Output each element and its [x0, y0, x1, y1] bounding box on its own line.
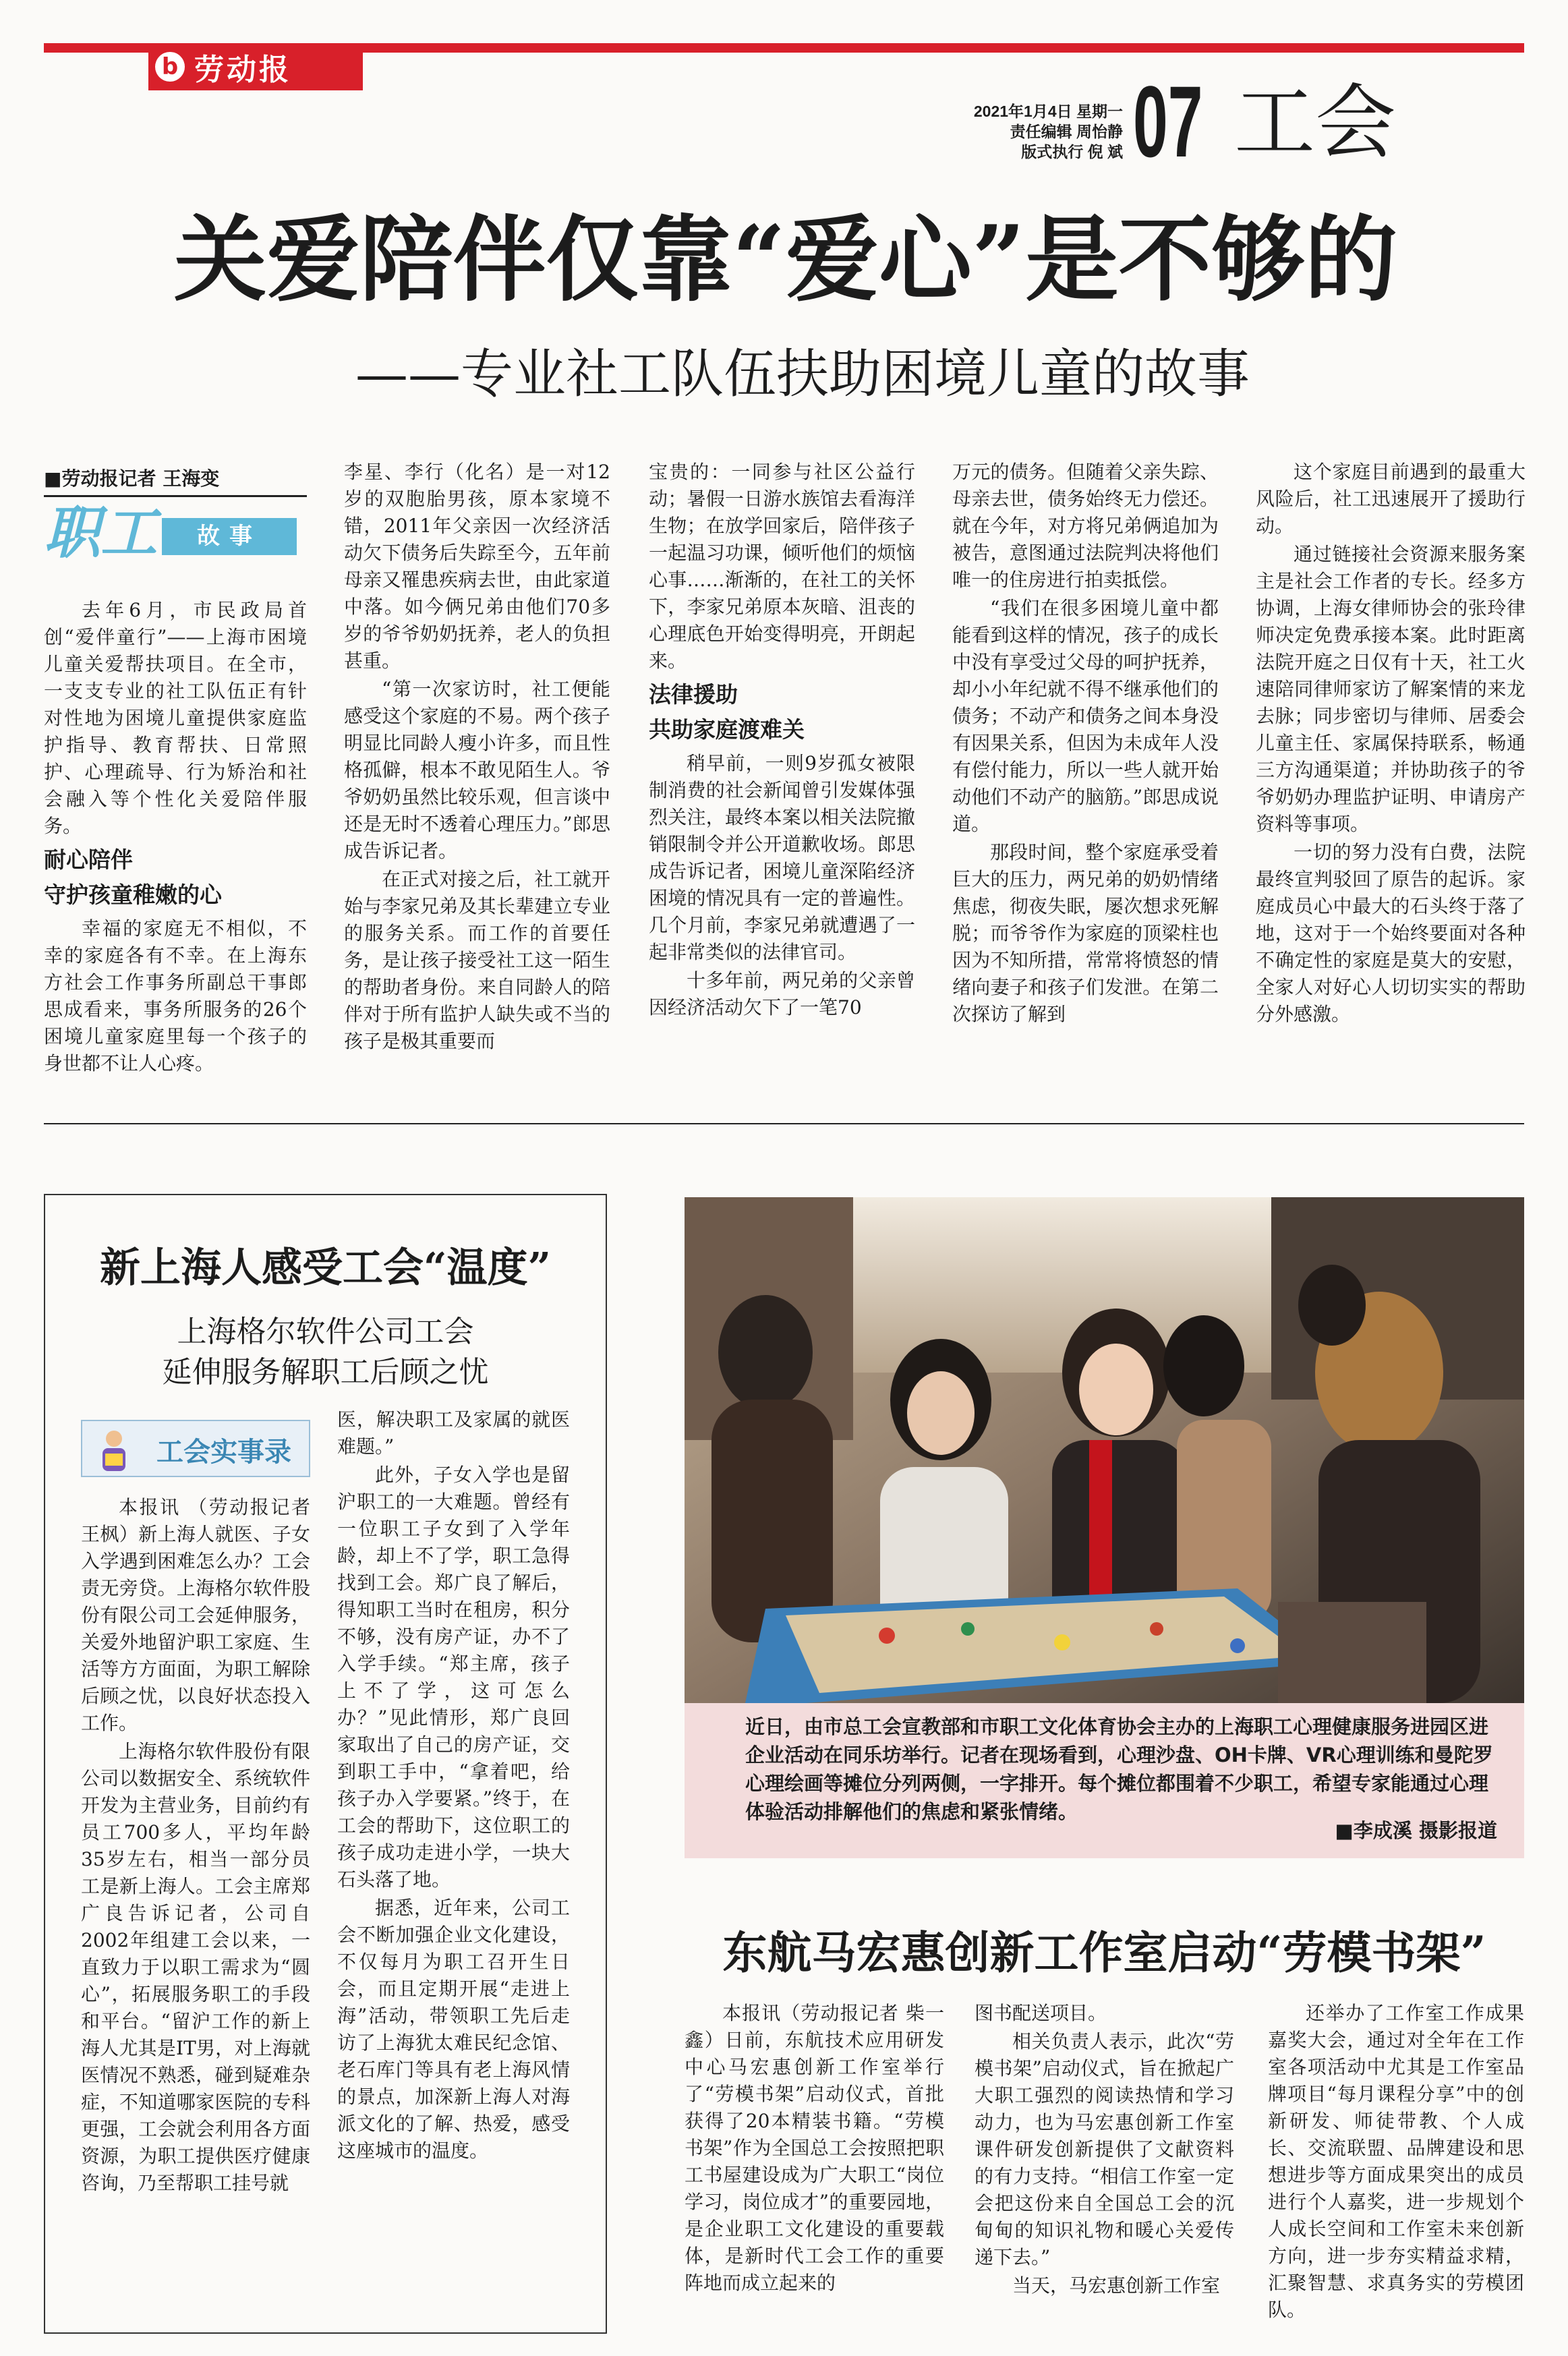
paragraph: “我们在很多困境儿童中都能看到这样的情况，孩子的成长中没有享受过父母的呵护抚养，却小小年纪就不得不继承他们的债务；不动产和债务之间本身没有因果关系，但因为未成年人没有偿付能力，所以一些人就开始动他们不动产的脑筋。”郎思成说道。 [952, 597, 1219, 835]
editor-credit: 责任编辑 周怡静 [1010, 123, 1123, 140]
column-badge-label: 工会实事录 [156, 1436, 291, 1468]
paragraph: 李星、李行（化名）是一对12岁的双胞胎男孩，原本家境不错，2011年父亲因一次经济活动欠下债务后失踪至今，五年前母亲又罹患疾病去世，由此家道中落。如今俩兄弟由他们70多岁的爷爷奶奶抚养，老人的负担甚重。 [344, 461, 610, 672]
article-column-2 [344, 459, 610, 1056]
paragraph: 上海格尔软件股份有限公司以数据安全、系统软件开发为主营业务，目前约有员工700多人，平均年龄35岁左右，相当一部分员工是新上海人。工会主席郑广良告诉记者，公司自2002年组建工会以来，一直致力于以职工需求为“圆心”，拓展服务职工的手段和平台。“留沪工作的新上海人尤其是IT男，对上海就医情况不熟悉，碰到疑难杂症，不知道哪家医院的专科更强，工会就会利用各方面资源，为职工提供医疗健康咨询，乃至帮职工挂号就 [81, 1740, 310, 2194]
story2-column-1 [81, 1494, 310, 2198]
column-tag [44, 499, 300, 567]
issue-date: 2021年1月4日 星期一 [973, 103, 1123, 120]
paragraph: 稍早前，一则9岁孤女被限制消费的社会新闻曾引发媒体强烈关注，最终本案以相关法院撤销限制令并公开道歉收场。郎思成告诉记者，困境儿童深陷经济困境的情况具有一定的普遍性。几个月前，李家兄弟就遭遇了一起非常类似的法律官司。 [649, 752, 915, 963]
paragraph: 当天，马宏惠创新工作室 [1012, 2274, 1221, 2297]
photo-caption-text: 近日，由市总工会宣教部和市职工文化体育协会主办的上海职工心理健康服务进园区进企业活动在同乐坊举行。记者在现场看到，心理沙盘、OH卡牌、VR心理训练和曼陀罗心理绘画等摊位分列两侧，一字排开。每个摊位都围着不少职工，希望专家能通过心理体验活动排解他们的焦虑和紧张情绪。 [745, 1715, 1493, 1823]
paragraph: 还举办了工作室工作成果嘉奖大会，通过对全年在工作室各项活动中尤其是工作室品牌项目“每月课程分享”中的创新研发、师徒带教、个人成长、交流联盟、品牌建设和思想进步等方面成果突出的成员进行个人嘉奖，进一步规划个人成长空间和工作室未来创新方向，进一步夯实精益求精，汇聚智慧、求真务实的劳模团队。 [1268, 2002, 1524, 2321]
event-photo [685, 1197, 1524, 1703]
photo-credit: ■李成溪 摄影报道 [1335, 1819, 1497, 1842]
logo-name: 劳动报 [194, 53, 291, 87]
page-headline: 关爱陪伴仅靠“爱心”是不够的 [173, 204, 1398, 314]
paragraph: “第一次家访时，社工便能感受这个家庭的不易。两个孩子明显比同龄人瘦小许多，而且性格孤僻，根本不敢见陌生人。爷爷奶奶虽然比较乐观，但言谈中还是无时不透着心理压力。”郎思成告诉记者。 [344, 678, 610, 862]
layout-credit: 版式执行 倪 斌 [1021, 143, 1123, 161]
reporter-byline: ■劳动报记者 王海变 [44, 464, 307, 497]
issue-meta [900, 101, 1123, 162]
paragraph: 医，解决职工及家属的就医难题。” [337, 1408, 570, 1458]
story2-subtitle-line1: 上海格尔软件公司工会 [177, 1315, 474, 1349]
subheading: 法律援助 [649, 681, 738, 708]
subheading: 共助家庭渡难关 [649, 716, 805, 743]
paragraph: 图书配送项目。 [975, 2002, 1107, 2024]
article-column-1 [44, 597, 307, 1079]
section-name: 工会 [1234, 76, 1396, 170]
story3-title: 东航马宏惠创新工作室启动“劳模书架” [722, 1926, 1486, 1979]
article-column-5 [1256, 459, 1526, 1029]
paragraph: 幸福的家庭无不相似，不幸的家庭各有不幸。在上海东方社会工作事务所副总干事郎思成看来，事务所服务的26个困境儿童家庭里每一个孩子的身世都不让人心疼。 [44, 917, 307, 1074]
paragraph: 一切的努力没有白费，法院最终宣判驳回了原告的起诉。家庭成员心中最大的石头终于落了地，这对于一个始终要面对各种不确定性的家庭是莫大的安慰，全家人对好心人切切实实的帮助分外感激。 [1256, 841, 1526, 1025]
photo-caption [685, 1703, 1524, 1858]
paragraph: 那段时间，整个家庭承受着巨大的压力，两兄弟的奶奶情绪焦虑，彻夜失眠，屡次想求死解脱；而爷爷作为家庭的顶梁柱也因为不知所措，常常将愤怒的情绪向妻子和孩子们发泄。在第二次探访了解到 [952, 841, 1219, 1025]
story2-subtitle [61, 1312, 590, 1393]
paragraph: 据悉，近年来，公司工会不断加强企业文化建设，不仅每月为职工召开生日会，而且定期开展“走进上海”活动，带领职工先后走访了上海犹太难民纪念馆、老石库门等具有老上海风情的景点，加深新上海人对海派文化的了解、热爱，感受这座城市的温度。 [337, 1897, 570, 2162]
column-tag-box: 故事 [162, 518, 297, 555]
event-photo-illustration [685, 1197, 1524, 1703]
column-tag-big: 职工 [44, 499, 158, 566]
paragraph: 本报讯（劳动报记者 柴一鑫）日前，东航技术应用研发中心马宏惠创新工作室举行了“劳模书架”启动仪式，首批获得了20本精装书籍。“劳模书架”作为全国总工会按照把职工书屋建设成为广大职工“岗位学习，岗位成才”的重要园地，是企业职工文化建设的重要载体，是新时代工会工作的重要阵地而成立起来的 [685, 2002, 944, 2294]
story2-column-2 [337, 1406, 570, 2166]
paragraph: 相关负责人表示，此次“劳模书架”启动仪式，旨在掀起广大职工强烈的阅读热情和学习动力，也为马宏惠创新工作室课件研发创新提供了文献资料的有力支持。“相信工作室一定会把这份来自全国总工会的沉甸甸的知识礼物和暖心关爱传递下去。” [975, 2030, 1234, 2268]
paragraph: 此外，子女入学也是留沪职工的一大难题。曾经有一位职工子女到了入学年龄，却上不了学，职工急得找到工会。郑广良了解后，得知职工当时在租房，积分不够，没有房产证，办不了入学手续。“郑主席，孩子上不了学，这可怎么办？”见此情形，郑广良回家取出了自己的房产证，交到职工手中，“拿着吧，给孩子办入学要紧。”终于，在工会的帮助下，这位职工的孩子成功走进小学，一块大石头落了地。 [337, 1464, 570, 1891]
paragraph: 万元的债务。但随着父亲失踪、母亲去世，债务始终无力偿还。就在今年，对方将兄弟俩追加为被告，意图通过法院判决将他们唯一的住房进行拍卖抵偿。 [952, 461, 1219, 591]
story3-column-3 [1268, 2000, 1524, 2325]
subheading: 守护孩童稚嫩的心 [44, 882, 222, 908]
column-badge [81, 1420, 310, 1477]
page-subheadline: ——专业社工队伍扶助困境儿童的故事 [355, 344, 1250, 405]
paragraph: 去年6月，市民政局首创“爱伴童行”——上海市困境儿童关爱帮扶项目。在全市，一支支专业的社工队伍正有针对性地为困境儿童提供家庭监护指导、教育帮扶、日常照护、心理疏导、行为矫治和社会融入等个性化关爱陪伴服务。 [44, 599, 307, 837]
logo-icon: b [155, 52, 185, 82]
article-column-3 [649, 459, 915, 1023]
page-number: 07 [1133, 65, 1203, 178]
newspaper-logo[interactable] [148, 43, 363, 90]
paragraph: 宝贵的：一同参与社区公益行动；暑假一日游水族馆去看海洋生物；在放学回家后，陪伴孩子一起温习功课，倾听他们的烦恼心事……渐渐的，在社工的关怀下，李家兄弟原本灰暗、沮丧的心理底色开始变得明亮，开朗起来。 [649, 461, 915, 672]
paragraph: 这个家庭目前遇到的最重大风险后，社工迅速展开了援助行动。 [1256, 461, 1526, 537]
subheading: 耐心陪伴 [44, 846, 133, 873]
story3-column-1 [685, 2000, 944, 2298]
story3-column-2 [975, 2000, 1234, 2301]
paragraph: 十多年前，两兄弟的父亲曾因经济活动欠下了一笔70 [649, 969, 915, 1018]
story2-title: 新上海人感受工会“温度” [99, 1244, 552, 1292]
paragraph: 本报讯 （劳动报记者 王枫）新上海人就医、子女入学遇到困难怎么办？工会责无旁贷。上海格尔软件股份有限公司工会延伸服务，关爱外地留沪职工家庭、生活等方方面面，为职工解除后顾之忧，以良好状态投入工作。 [81, 1496, 310, 1734]
reader-icon [90, 1427, 138, 1474]
paragraph: 通过链接社会资源来服务案主是社会工作者的专长。经多方协调，上海女律师协会的张玲律师决定免费承接本案。此时距离法院开庭之日仅有十天，社工火速陪同律师家访了解案情的来龙去脉；同步密切与律师、居委会儿童主任、家属保持联系，畅通三方沟通渠道；并协助孩子的爷爷奶奶办理监护证明、申请房产资料等事项。 [1256, 543, 1526, 835]
story2-subtitle-line2: 延伸服务解职工后顾之忧 [162, 1355, 489, 1389]
article-column-4 [952, 459, 1219, 1029]
paragraph: 在正式对接之后，社工就开始与李家兄弟及其长辈建立专业的服务关系。而工作的首要任务，是让孩子接受社工这一陌生的帮助者身份。来自同龄人的陪伴对于所有监护人缺失或不当的孩子是极其重要而 [344, 868, 610, 1052]
section-divider [44, 1123, 1524, 1124]
